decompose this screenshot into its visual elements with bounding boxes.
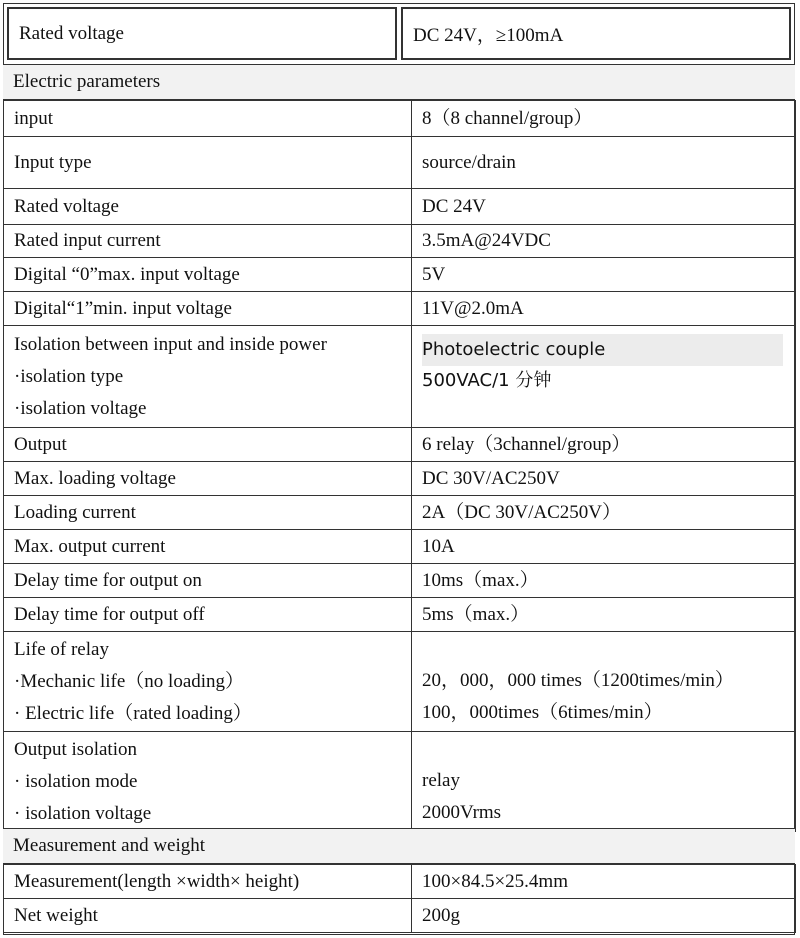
param-value: 200g: [412, 899, 796, 933]
param-value: 5V: [412, 258, 796, 292]
param-key: Loading current: [4, 496, 412, 530]
param-value: DC 30V/AC250V: [412, 462, 796, 496]
param-value: [412, 632, 796, 732]
param-key: [4, 326, 412, 428]
table-row: [4, 225, 796, 258]
table-row: [4, 598, 796, 632]
param-key: [4, 732, 412, 832]
param-value: [412, 326, 796, 428]
rated-voltage-value: DC 24V，≥100mA: [401, 7, 791, 60]
param-key: Delay time for output off: [4, 598, 412, 632]
param-value: 6 relay（3channel/group）: [412, 428, 796, 462]
param-key-line: ·Mechanic life（no loading）: [14, 670, 245, 692]
table-row: [4, 462, 796, 496]
param-key: Max. output current: [4, 530, 412, 564]
param-value: 10ms（max.）: [412, 564, 796, 598]
table-row: [4, 101, 796, 137]
param-key-line: Output isolation: [14, 738, 137, 760]
param-value: 2A（DC 30V/AC250V）: [412, 496, 796, 530]
table-row: [4, 632, 796, 732]
table-row: [4, 732, 796, 832]
param-key: Delay time for output on: [4, 564, 412, 598]
param-key-line: ·isolation type: [14, 365, 124, 387]
rated-voltage-row: [3, 3, 795, 64]
param-key: Net weight: [4, 899, 412, 933]
rated-voltage-label: Rated voltage: [7, 7, 397, 60]
param-key: input: [4, 101, 412, 137]
table-row: [4, 189, 796, 225]
table-row: [4, 292, 796, 326]
param-key-line: · isolation voltage: [14, 802, 152, 824]
param-key: Rated input current: [4, 225, 412, 258]
table-row: [4, 137, 796, 189]
param-value: 3.5mA@24VDC: [412, 225, 796, 258]
table-row: [4, 428, 796, 462]
param-value: source/drain: [412, 137, 796, 189]
param-value-line: 20，000，000 times（1200times/min）: [422, 670, 734, 691]
param-value: DC 24V: [412, 189, 796, 225]
param-value: 11V@2.0mA: [412, 292, 796, 326]
param-value-line: 2000Vrms: [422, 802, 502, 823]
param-key: Rated voltage: [4, 189, 412, 225]
param-value: [412, 732, 796, 832]
section-electric-parameters: Electric parameters: [3, 64, 795, 100]
param-key-line: · isolation mode: [14, 770, 138, 792]
table-row: [4, 496, 796, 530]
electric-parameters-table: [3, 100, 796, 832]
param-value-line: relay: [422, 770, 460, 791]
param-key-line: Life of relay: [14, 638, 109, 660]
param-value: 5ms（max.）: [412, 598, 796, 632]
param-key-line: Isolation between input and inside power: [14, 333, 327, 355]
table-row: [4, 530, 796, 564]
measurement-table: [3, 864, 796, 933]
param-value-line: 100，000times（6times/min）: [422, 702, 663, 723]
param-key-line: ·isolation voltage: [14, 397, 147, 419]
table-row: [4, 258, 796, 292]
param-key: Max. loading voltage: [4, 462, 412, 496]
section-measurement-weight: Measurement and weight: [3, 828, 795, 864]
param-key: Digital“1”min. input voltage: [4, 292, 412, 326]
param-key: [4, 632, 412, 732]
param-key: Measurement(length ×width× height): [4, 865, 412, 899]
param-value: 8（8 channel/group）: [412, 101, 796, 137]
table-row: [4, 564, 796, 598]
param-value-line: Photoelectric couple: [422, 334, 783, 366]
param-key: Output: [4, 428, 412, 462]
param-value: 10A: [412, 530, 796, 564]
param-value-line: 500VAC/1 分钟: [422, 370, 552, 391]
table-row: [4, 899, 796, 933]
param-key: Input type: [4, 137, 412, 189]
table-row: [4, 865, 796, 899]
table-row: [4, 326, 796, 428]
param-key-line: · Electric life（rated loading）: [14, 702, 252, 724]
param-value: 100×84.5×25.4mm: [412, 865, 796, 899]
param-key: Digital “0”max. input voltage: [4, 258, 412, 292]
